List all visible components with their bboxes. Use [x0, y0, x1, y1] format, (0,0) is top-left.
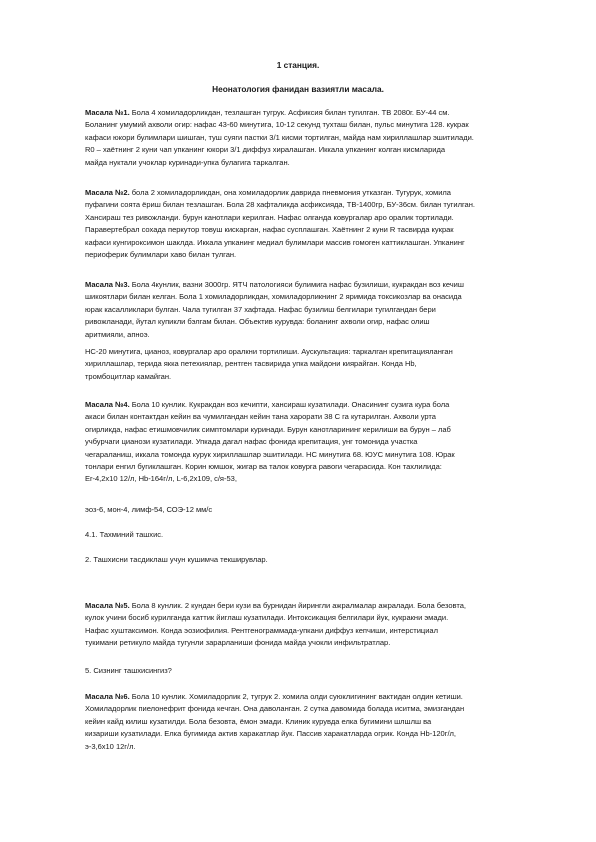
problem-line: учбурчаги цианози кузатилади. Упкада дагал нафас фонида крепитация, унг томонида участка — [85, 437, 418, 447]
problem-line: Масала №5. Бола 8 кунлик. 2 кундан бери кузи ва бурнидан йирингли ажралмалар ажралади. Бола безовта, — [85, 601, 466, 610]
problem-line: акаси билан контактдан кейин ва чумилгандан кейин тана харорати 38 С га кутарилган. Ахволи урта — [85, 412, 436, 422]
problem-line: э-3,6х10 12г/л. — [85, 741, 136, 751]
problem-line: Er-4,2х10 12/л, Hb-164г/л, L-6,2х109, с/я-53, — [85, 474, 237, 484]
problem-4-question-1 — [85, 529, 513, 541]
problem-line: юрак касалликлари булган. Чала тугилган 37 хафтада. Нафас бузилиш белгилари тугилгандан бери — [85, 304, 436, 314]
problem-line: тукимани ретикуло майда тугунли зарарланиши фонида майда учокли инфильтратлар. — [85, 638, 391, 648]
problem-5 — [85, 600, 513, 650]
problem-line: аритмияли, апноэ. — [85, 329, 150, 339]
problem-line: R0 – хаётнинг 2 куни чап упканинг юкори 3/1 диффуз хиралашган. Иккала упканинг колган кисмларида — [85, 145, 446, 155]
problem-line: чегараланиш, иккала томонда курук хириллашлар эшитилади. НС минутига 68. ЮУС минутига 108. Юрак — [85, 449, 455, 459]
problem-line: хириллашлар, терида якка петехиялар, рентген тасвирида упка майдони киярайган. Конда Нb, — [85, 359, 417, 369]
problem-line: периоферик булимлари хаво билан тулган. — [85, 250, 237, 260]
problem-label: Масала №3. — [85, 280, 130, 289]
problem-line: ривожланади, йутал купикли бэлгам билан. Объектив курувда: боланинг ахволи огир, нафас олиш — [85, 317, 430, 327]
problem-line: Паравертебрал сохада перкутор товуш кискарган, нафас сусплашган. Хаётнинг 2 куни R тасвирда кукрак — [85, 225, 454, 235]
problem-4-labs — [85, 504, 513, 516]
question-line: 5. Сизнинг ташхисингиз? — [85, 666, 172, 675]
problem-label: Масала №2. — [85, 188, 130, 197]
problem-label: Масала №6. — [85, 692, 130, 701]
station-title: 1 станция. — [276, 60, 320, 70]
problem-line: кулок учини босиб курилганда каттик йиглаш кузатилади. Интоксикация белгилари йук, кукракни эмади. — [85, 613, 449, 623]
problem-line: Боланинг умумий ахволи огир: нафас 43-60 минутига, 10-12 секунд тухташ билан, пульс минутига 128. кукрак — [85, 120, 469, 130]
problem-line: Масала №3. Бола 4кунлик, вазни 3000гр. ЯТЧ патологияси булимига нафас бузилиши, кукракдан воз кечиш — [85, 280, 464, 289]
problem-line: Нафас хуштаксимон. Конда эозиофилия. Рентгенограммада-упкани диффуз кепчиши, интерстициал — [85, 625, 438, 635]
problem-line: Масала №1. Бола 4 хомиладорликдан, тезлашган тугрук. Асфиксия билан тугилган. ТВ 2080г. БУ-44 см. — [85, 108, 450, 117]
problem-line: кизариши кузатилади. Елка бугимида актив харакатлар йук. Пассив харакатларда огрик. Конда Hb-120г/л, — [85, 729, 457, 739]
problem-line: Масала №6. Бола 10 кунлик. Хомиладорлик 2, тугрук 2. хомила олди суюклигининг вактидан олдин кетиши. — [85, 692, 463, 701]
problem-line: НС-20 минутига, цианоз, ковургалар аро оралкни тортилиши. Аускультация: таркалган крепитацияланган — [85, 347, 453, 356]
problem-line: пуфагини соята ёриш билан тезлашган. Бола 28 хафталикда асфиксияда, ТВ-1400гр, БУ-36см. билан тугилган. — [85, 200, 475, 210]
problem-line: кафаси юкори булимлари шишган, туш суяги пастки 3/1 кисми тортилган, майда нам хириллашлар эшитилади. — [85, 132, 474, 142]
problem-label: Масала №4. — [85, 400, 130, 409]
problem-3-continued — [85, 346, 513, 383]
problem-line: Масала №4. Бола 10 кунлик. Кукракдан воз кечипти, хансираш кузатилади. Онасининг сузига кура бола — [85, 400, 450, 409]
problem-6 — [85, 691, 513, 753]
problem-line: шикоятлари билан келган. Бола 1 хомиладорликдан, хомиладорликнинг 2 яримида токсикозлар ва онасида — [85, 292, 462, 302]
problem-line: эоз-6, мон-4, лимф-54, СОЭ-12 мм/с — [85, 505, 213, 514]
problem-2 — [85, 187, 513, 261]
problem-4-question-2 — [85, 554, 513, 566]
problem-line: кейин кайд килиш кузатилди. Бола безовта, ёмон эмади. Клиник курувда елка бугимини шлшлш ва — [85, 716, 432, 726]
question-line: 2. Ташхисни тасдиклаш учун кушимча текширувлар. — [85, 555, 268, 564]
problem-line: огирликда, нафас етишмовчилик симптомлари куринади. Бурун канотларининг керилиши ва бурун – лаб — [85, 424, 451, 434]
problem-4 — [85, 399, 513, 486]
problem-line: кафаси кунгироксимон шаклда. Иккала упканинг медиал булимлари массив гомоген каттиклашган. Упканинг — [85, 237, 465, 247]
problem-line: Масала №2. бола 2 хомиладорликдан, она хомиладорлик даврида пневмония утказган. Тугурук, хомила — [85, 188, 451, 197]
problem-3 — [85, 279, 513, 341]
problem-line: тонлари енгил бугиклашган. Корин юмшок, жигар ва талок ковурга равоги чегарасида. Кон тахлилида: — [85, 462, 442, 472]
problem-label: Масала №1. — [85, 108, 130, 117]
problem-line: Хомиладорлик пиелонефрит фонида кечган. Она даволанган. 2 сутка давомида болада иситма, эмизгандан — [85, 704, 465, 714]
problem-line: Хансираш тез ривожланди. бурун канотлари керилган. Нафас олганда ковургалар аро оралик тортилади. — [85, 212, 454, 222]
problem-line: майда нуктали учоклар куринади-упка булагига таркалган. — [85, 157, 290, 167]
subject-title: Неонатология фанидан вазиятли масала. — [212, 84, 384, 94]
problem-1 — [85, 107, 513, 169]
problem-line: тромбоцитлар камайган. — [85, 371, 172, 381]
question-line: 4.1. Тахминий ташхис. — [85, 530, 164, 539]
problem-label: Масала №5. — [85, 601, 130, 610]
problem-5-question — [85, 665, 513, 677]
